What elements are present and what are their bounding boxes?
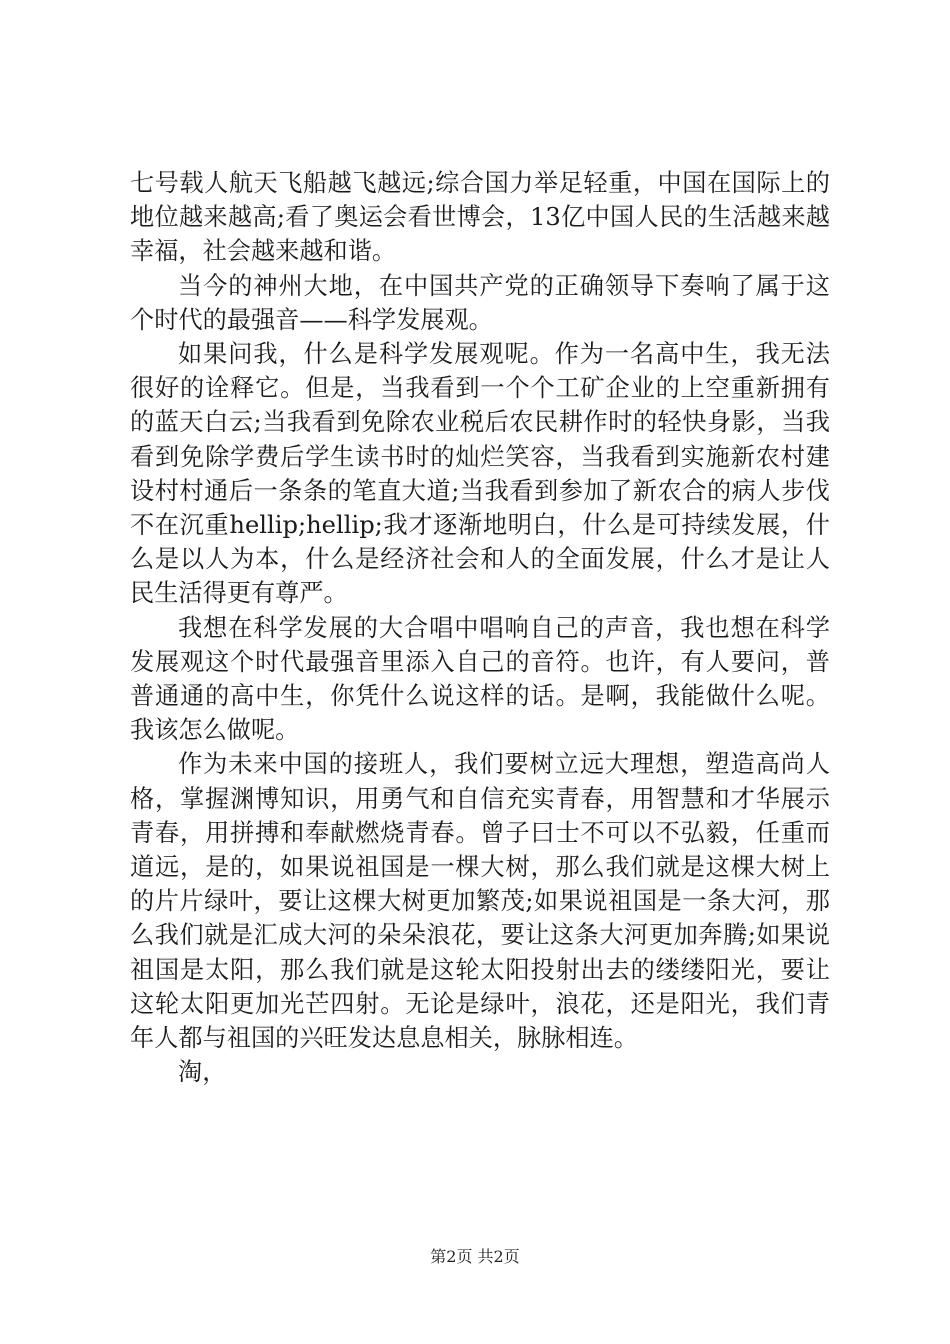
- page-footer: 第2页 共2页: [430, 1247, 520, 1266]
- document-body: [130, 166, 830, 1089]
- paragraph-6: 淘，: [178, 1058, 227, 1087]
- paragraph-2: 当今的神州大地，在中国共产党的正确领导下奏响了属于这个时代的最强音——科学发展观。: [130, 271, 830, 334]
- paragraph-5: 作为未来中国的接班人，我们要树立远大理想，塑造高尚人格，掌握渊博知识，用勇气和自信充实青春，用智慧和才华展示青春，用拼搏和奉献燃烧青春。曾子曰士不可以不弘毅，任重而道远，是的，如果说祖国是一棵大树，那么我们就是这棵大树上的片片绿叶，要让这棵大树更加繁茂;如果说祖国是一条大河，那么我们就是汇成大河的朵朵浪花，要让这条大河更加奔腾;如果说祖国是太阳，那么我们就是这轮太阳投射出去的缕缕阳光，要让这轮太阳更加光芒四射。无论是绿叶，浪花，还是阳光，我们青年人都与祖国的兴旺发达息息相关，脉脉相连。: [130, 750, 830, 1053]
- paragraph-3: 如果问我，什么是科学发展观呢。作为一名高中生，我无法很好的诠释它。但是，当我看到一个个工矿企业的上空重新拥有的蓝天白云;当我看到免除农业税后农民耕作时的轻快身影，当我看到免除学费后学生读书时的灿烂笑容，当我看到实施新农村建设村村通后一条条的笔直大道;当我看到参加了新农合的病人步伐不在沉重hellip;hellip;我才逐渐地明白，什么是可持续发展，什么是以人为本，什么是经济社会和人的全面发展，什么才是让人民生活得更有尊严。: [130, 340, 830, 608]
- paragraph-4: 我想在科学发展的大合唱中唱响自己的声音，我也想在科学发展观这个时代最强音里添入自己的音符。也许，有人要问，普普通通的高中生，你凭什么说这样的话。是啊，我能做什么呢。我该怎么做呢。: [130, 613, 830, 745]
- paragraph-continuation: 七号载人航天飞船越飞越远;综合国力举足轻重，中国在国际上的地位越来越高;看了奥运会看世博会，13亿中国人民的生活越来越幸福，社会越来越和谐。: [130, 169, 830, 266]
